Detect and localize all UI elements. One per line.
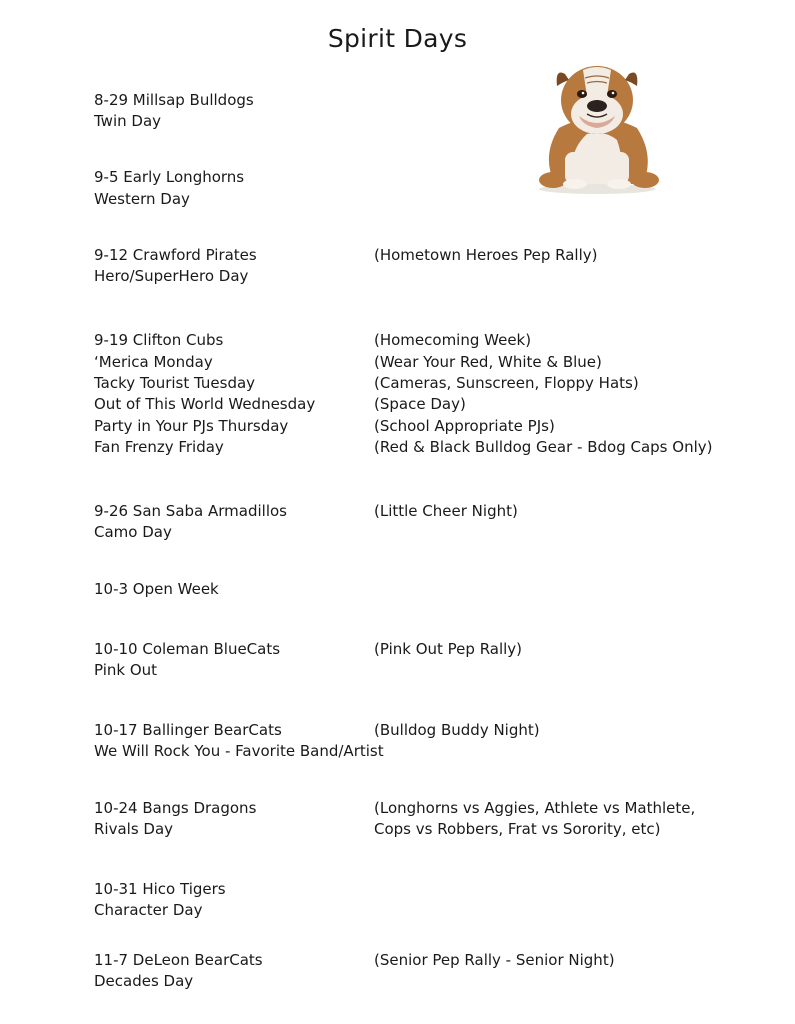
schedule-line: 11-7 DeLeon BearCats (94, 951, 263, 969)
schedule-note: (Homecoming Week) (374, 331, 532, 349)
schedule-line: 10-3 Open Week (94, 580, 219, 598)
schedule-line: Party in Your PJs Thursday (94, 417, 289, 435)
schedule-line: ‘Merica Monday (94, 353, 213, 371)
schedule-line: 10-10 Coleman BlueCats (94, 640, 281, 658)
schedule-line: 9-12 Crawford Pirates (94, 246, 257, 264)
schedule-note: (Cameras, Sunscreen, Floppy Hats) (374, 374, 639, 392)
schedule-line: 10-31 Hico Tigers (94, 880, 226, 898)
schedule-note: (Little Cheer Night) (374, 502, 518, 520)
schedule-note: (Senior Pep Rally - Senior Night) (374, 951, 615, 969)
schedule-line: Character Day (94, 901, 203, 919)
schedule-note: Cops vs Robbers, Frat vs Sorority, etc) (374, 820, 661, 838)
schedule-note: (Space Day) (374, 395, 466, 413)
schedule-line: 9-5 Early Longhorns (94, 168, 245, 186)
schedule-line: Decades Day (94, 972, 194, 990)
page-title: Spirit Days (327, 24, 468, 53)
schedule-line: Camo Day (94, 523, 172, 541)
schedule-line: We Will Rock You - Favorite Band/Artist (94, 742, 384, 760)
schedule-line: Fan Frenzy Friday (94, 438, 224, 456)
schedule-line: Twin Day (94, 112, 162, 130)
schedule-line: 8-29 Millsap Bulldogs (94, 91, 254, 109)
schedule-line: 9-19 Clifton Cubs (94, 331, 224, 349)
bulldog-illustration (527, 56, 667, 196)
schedule-note: (Hometown Heroes Pep Rally) (374, 246, 598, 264)
schedule-note: (School Appropriate PJs) (374, 417, 555, 435)
schedule-line: 10-17 Ballinger BearCats (94, 721, 282, 739)
schedule-line: Western Day (94, 190, 190, 208)
schedule-note: (Pink Out Pep Rally) (374, 640, 523, 658)
schedule-note: (Bulldog Buddy Night) (374, 721, 540, 739)
schedule-line: Tacky Tourist Tuesday (94, 374, 256, 392)
schedule-line: 10-24 Bangs Dragons (94, 799, 257, 817)
schedule-line: Hero/SuperHero Day (94, 267, 249, 285)
schedule-line: Out of This World Wednesday (94, 395, 316, 413)
schedule-note: (Red & Black Bulldog Gear - Bdog Caps Only) (374, 438, 713, 456)
schedule-line: 9-26 San Saba Armadillos (94, 502, 287, 520)
schedule-line: Pink Out (94, 661, 158, 679)
schedule-note: (Wear Your Red, White & Blue) (374, 353, 602, 371)
schedule-line: Rivals Day (94, 820, 174, 838)
schedule-note: (Longhorns vs Aggies, Athlete vs Mathlete, (374, 799, 696, 817)
